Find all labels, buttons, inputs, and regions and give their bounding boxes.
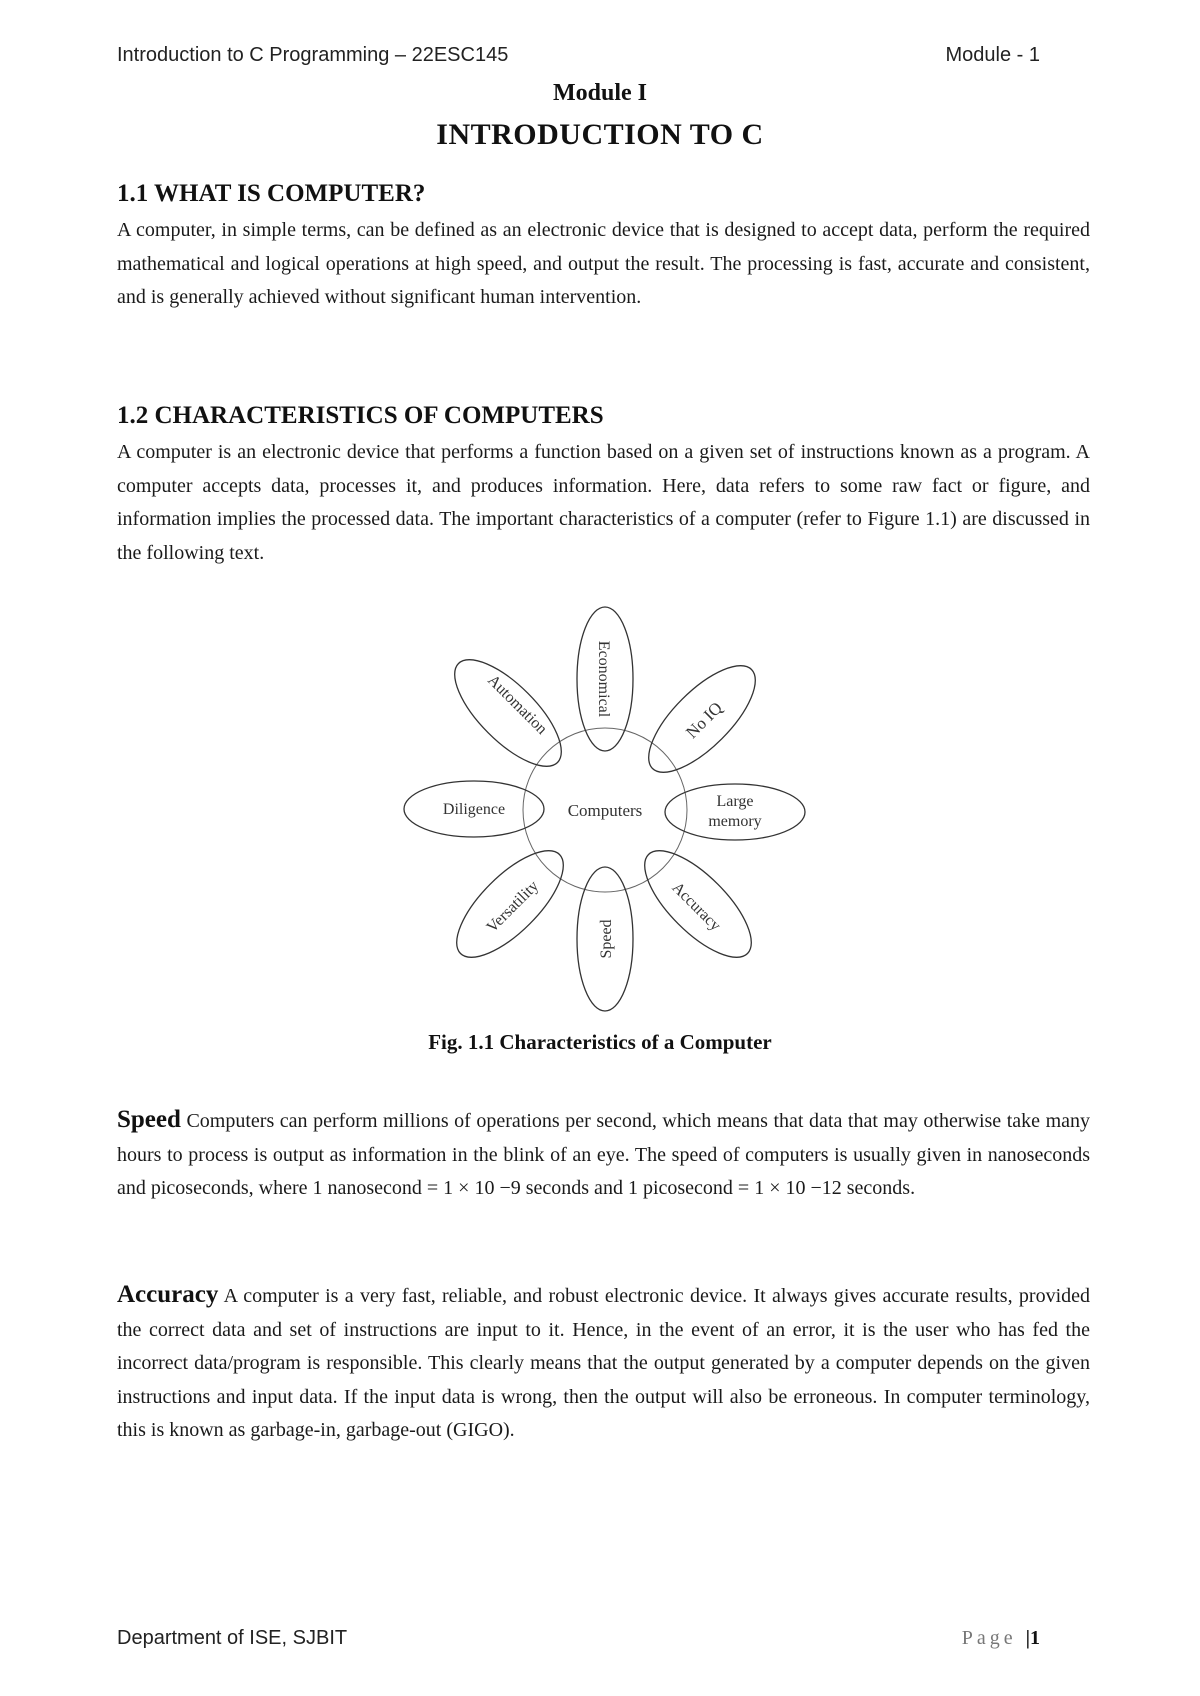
page-title: INTRODUCTION TO C <box>436 118 764 151</box>
petal-label-large: Large <box>716 793 754 810</box>
petal-label-memory: memory <box>708 813 762 830</box>
petal-label-versatility: Versatility <box>483 877 543 937</box>
term-speed <box>117 1103 1090 1206</box>
petal-label-economical: Economical <box>595 640 612 718</box>
petal-automation <box>439 644 578 783</box>
section-paragraph-characteristics: A computer is an electronic device that performs a function based on a given set of instructions known as a program. A computer accepts data, processes it, and produces information. Here, data refers to some raw fact or figure, and information implies the processed data. The important characteristics of a computer (refer to Figure 1.1) are discussed in the following text. <box>117 441 1090 564</box>
petal-label-no-iq: No IQ <box>682 698 727 743</box>
figure-caption: Fig. 1.1 Characteristics of a Computer <box>428 1030 772 1054</box>
page-header <box>117 44 1040 67</box>
term-accuracy <box>117 1278 1090 1448</box>
center-label: Computers <box>567 801 643 820</box>
section-heading-characteristics: 1.2 CHARACTERISTICS OF COMPUTERS <box>117 402 604 429</box>
term-speed-title: Speed <box>117 1106 181 1133</box>
petal-label-accuracy: Accuracy <box>668 879 724 935</box>
petal-label-diligence: Diligence <box>442 801 506 818</box>
petal-label-automation: Automation <box>484 671 551 738</box>
term-speed-text: Computers can perform millions of operations per second, which means that data that may otherwise take many hours to process is output as information in the blink of an eye. The speed of computers is usually given in nanoseconds and picoseconds, where 1 nanosecond = 1 × 10 −9 seconds and 1 picosecond = 1 × 10 −12 seconds. <box>117 1110 1091 1199</box>
term-accuracy-text: A computer is a very fast, reliable, and robust electronic device. It always gives accurate results, provided the correct data and set of instructions are input to it. Hence, in the event of an error, it is the user who has fed the incorrect data/program is responsible. This clearly means that the output generated by a computer depends on the given instructions and input data. If the input data is wrong, then the output will also be erroneous. In computer terminology, this is known as garbage-in, garbage-out (GIGO). <box>117 1285 1090 1441</box>
characteristics-diagram <box>390 600 820 1020</box>
header-course-title: Introduction to C Programming – 22ESC145 <box>117 44 509 66</box>
module-label: Module I <box>552 80 647 106</box>
petal-label-speed: Speed <box>598 919 615 959</box>
footer-department: Department of ISE, SJBIT <box>117 1627 348 1649</box>
header-module: Module - 1 <box>945 44 1040 66</box>
section-paragraph-what-is-computer: A computer, in simple terms, can be defined as an electronic device that is designed to accept data, perform the required mathematical and logical operations at high speed, and output the result. The processing is fast, accurate and consistent, and is generally achieved without significant human intervention. <box>117 219 1090 308</box>
term-accuracy-title: Accuracy <box>117 1281 219 1308</box>
page-footer <box>117 1627 1040 1650</box>
footer-page-value: 1 <box>1030 1627 1040 1649</box>
footer-page-sep: | <box>1025 1627 1030 1649</box>
section-heading-what-is-computer: 1.1 WHAT IS COMPUTER? <box>117 180 426 207</box>
footer-page-number <box>962 1627 1040 1650</box>
footer-page-word: Page <box>961 1627 1017 1649</box>
